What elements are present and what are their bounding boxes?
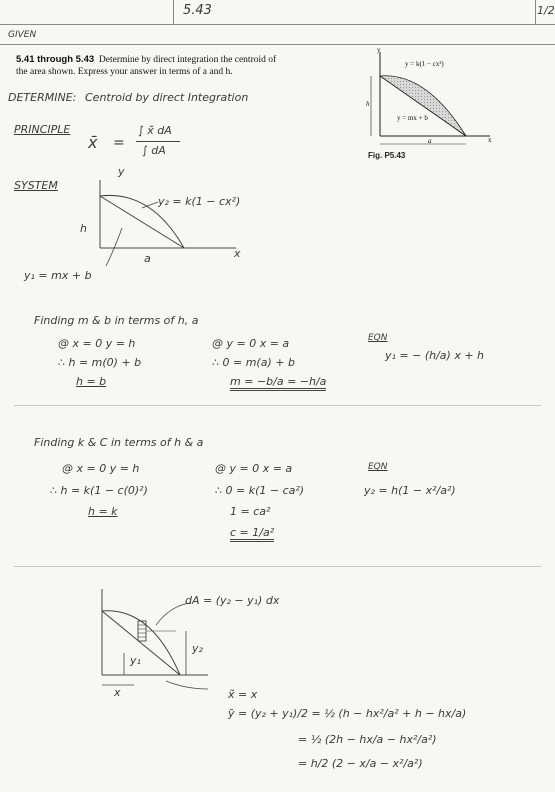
s3-xbar: x̃ = x <box>228 688 258 701</box>
s2-case1-result: h = k <box>88 505 118 518</box>
s1-case1-line2: ∴ h = m(0) + b <box>58 356 142 369</box>
s2-case1-line1: @ x = 0 y = h <box>62 462 140 475</box>
s2-case2-line3: 1 = ca² <box>230 505 271 518</box>
determine-text: Centroid by direct Integration <box>85 91 249 104</box>
system-label: SYSTEM <box>14 179 58 192</box>
s2-eqn: y₂ = h(1 − x²/a²) <box>364 484 456 497</box>
s2-eqn-label: EQN <box>368 462 388 472</box>
s1-case1-line1: @ x = 0 y = h <box>58 337 136 350</box>
problem-lead: 5.41 through 5.43 <box>16 54 95 65</box>
system-a: a <box>144 252 151 265</box>
principle-lhs: x̄ <box>88 133 98 152</box>
s2-case1-line2: ∴ h = k(1 − c(0)²) <box>50 484 148 497</box>
figure-y-axis: y <box>377 46 381 54</box>
system-line-label: y₁ = mx + b <box>24 269 92 282</box>
header-rule <box>0 24 555 25</box>
system-curve-label: y₂ = k(1 − cx²) <box>158 195 241 208</box>
s1-case2-line1: @ y = 0 x = a <box>212 337 290 350</box>
s3-x: x <box>114 686 121 699</box>
problem-statement <box>16 54 346 78</box>
s3-ybar2: = ½ (2h − hx/a − hx²/a²) <box>298 733 437 746</box>
principle-den: ∫ dA <box>142 144 166 157</box>
principle-equals: = <box>113 135 125 151</box>
system-h: h <box>80 222 87 235</box>
problem-text-1: Determine by direct integration the centroid of <box>98 55 277 65</box>
section-divider <box>14 405 541 406</box>
s2-case2-line2: ∴ 0 = k(1 − ca²) <box>215 484 305 497</box>
figure-caption: Fig. P5.43 <box>368 151 406 160</box>
section1-title: Finding m & b in terms of h, a <box>34 314 199 327</box>
s3-ybar: ỹ = (y₂ + y₁)/2 = ½ (h − hx²/a² + h − hx/a) <box>228 707 467 720</box>
s1-eqn-label: EQN <box>368 333 388 343</box>
principle-label: PRINCIPLE <box>14 123 71 136</box>
determine-label: DETERMINE: <box>8 91 77 104</box>
s1-eqn: y₁ = − (h/a) x + h <box>385 349 485 362</box>
section2-title: Finding k & C in terms of h & a <box>34 436 204 449</box>
s2-case2-result: c = 1/a² <box>230 526 274 542</box>
system-y-axis: y <box>118 165 125 178</box>
system-sketch <box>96 170 246 260</box>
figure-a: a <box>428 137 432 145</box>
problem-number: 5.43 <box>183 3 212 18</box>
figure-h: h <box>366 100 370 108</box>
s1-case2-line2: ∴ 0 = m(a) + b <box>212 356 295 369</box>
header-divider <box>535 0 536 24</box>
figure-x-axis: x <box>488 136 492 144</box>
s3-y2: y₂ <box>192 642 203 655</box>
principle-num: ∫ x̃ dA <box>138 124 172 137</box>
system-x-axis: x <box>234 247 241 260</box>
figure-line-label: y = mx + b <box>397 114 428 122</box>
s3-dA: dA = (y₂ − y₁) dx <box>185 594 280 607</box>
header-divider <box>173 0 174 24</box>
s3-ybar3: = h/2 (2 − x/a − x²/a²) <box>298 757 423 770</box>
s3-y1: y₁ <box>130 654 141 667</box>
fraction-bar <box>136 141 180 142</box>
section-divider <box>14 566 541 567</box>
s2-case2-line1: @ y = 0 x = a <box>215 462 293 475</box>
page-number: 1/2 <box>537 4 555 17</box>
s1-case2-result: m = −b/a = −h/a <box>230 375 326 391</box>
given-label: GIVEN <box>8 30 37 40</box>
figure-curve-label: y = k(1 − cx²) <box>405 60 444 68</box>
problem-text-2: the area shown. Express your answer in terms of a and h. <box>16 67 233 77</box>
s1-case1-result: h = b <box>76 375 107 388</box>
